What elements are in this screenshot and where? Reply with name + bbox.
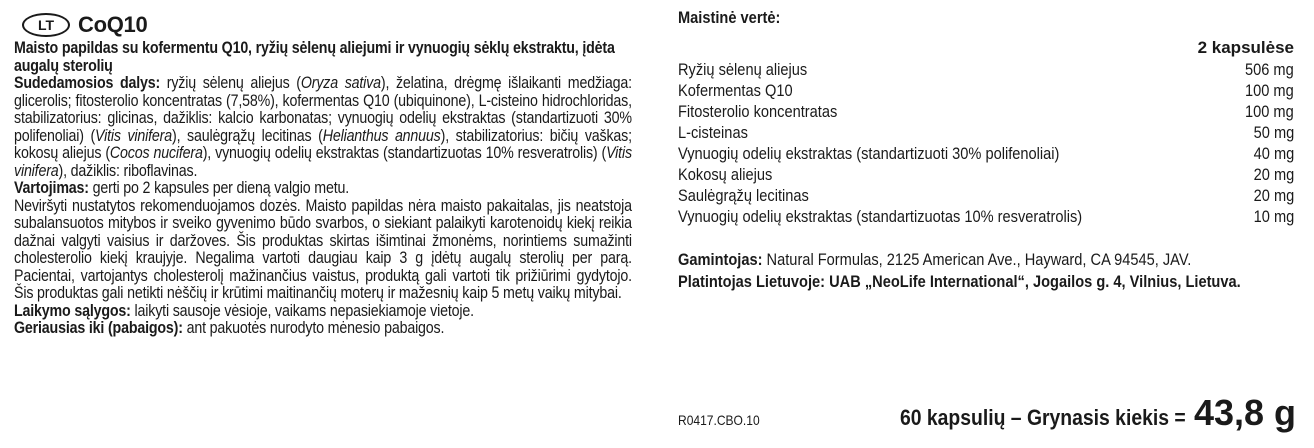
nutrition-row [678, 143, 1294, 164]
nutrition-row [678, 80, 1294, 101]
distributor-line [678, 271, 1241, 293]
best-before-paragraph [14, 320, 632, 338]
nutrient-value: 10 mg [1253, 207, 1294, 226]
nutrient-value: 20 mg [1253, 186, 1294, 205]
nutrition-row [678, 206, 1294, 227]
ingredients-text: ), vynuogių odelių ekstraktas (standartizuotas 10% resveratrolis) ( [202, 144, 607, 162]
ingredients-text: ryžių sėlenų aliejus ( [160, 74, 301, 92]
nutrient-name: Kofermentas Q10 [678, 81, 793, 100]
storage-label: Laikymo sąlygos: [14, 301, 131, 320]
ingredients-latin: Cocos nucifera [109, 144, 203, 162]
product-subtitle: Maisto papildas su kofermentu Q10, ryžių sėlenų aliejumi ir vynuogių sėklų ekstraktu, įdėta augalų sterolių [14, 39, 615, 75]
nutrition-row [678, 164, 1294, 185]
nutrient-value: 40 mg [1253, 144, 1294, 163]
ingredients-text: ), saulėgrąžų lecitinas ( [171, 126, 323, 145]
usage-text: gerti po 2 kapsules per dieną valgio metu. [88, 179, 350, 197]
manufacturer-label: Gamintojas: [678, 250, 763, 269]
nutrition-row [678, 122, 1294, 143]
ingredients-label: Sudedamosios dalys: [14, 74, 161, 92]
nutrient-name: Kokosų aliejus [678, 165, 773, 184]
manufacturer-line [678, 249, 1208, 271]
nutrition-row [678, 59, 1294, 80]
net-quantity [861, 392, 1296, 434]
ingredients-text: ), želatina, drėgmę išlaikanti medžiaga: glicerolis; fitosterolio koncentratas (7,58%), kofermentas Q10 (ubiquinone), L-cisteino hidrochloridas, stabilizatorius: glicinas, dažiklis: kalcio karbonatas; vynuogių odelių ekstraktas (standartizuoti 30% polifenoliai) ( [14, 74, 632, 145]
right-column [678, 8, 1294, 293]
nutrient-value: 100 mg [1245, 81, 1294, 100]
nutrient-name: L-cisteinas [678, 123, 748, 142]
ingredients-latin: Helianthus annuus [322, 126, 441, 145]
nutrient-name: Fitosterolio koncentratas [678, 102, 838, 121]
language-badge: LT [22, 13, 70, 37]
nutrient-name: Ryžių sėlenų aliejus [678, 60, 808, 79]
nutrition-table [678, 59, 1294, 227]
nutrient-name: Vynuogių odelių ekstraktas (standartizuoti 30% polifenoliai) [678, 144, 1060, 163]
storage-text: laikyti sausoje vėsioje, vaikams nepasiekiamoje vietoje. [130, 301, 474, 320]
best-before-label: Geriausias iki (pabaigos): [14, 319, 183, 337]
company-info [678, 249, 1294, 293]
nutrition-column-header: 2 kapsulėse [1197, 38, 1294, 57]
ingredients-text: ), stabilizatorius: bičių vaškas; kokosų aliejus ( [14, 126, 632, 162]
ingredients-latin: Oryza sativa [300, 74, 381, 92]
ingredients-latin: Vitis vinifera [14, 144, 632, 180]
ingredients-paragraph [14, 75, 632, 180]
distributor-text: Platintojas Lietuvoje: UAB „NeoLife International“, Jogailos g. 4, Vilnius, Lietuva. [678, 272, 1241, 291]
nutrient-value: 50 mg [1253, 123, 1294, 142]
product-code: R0417.CBO.10 [678, 412, 760, 428]
ingredients-latin: Vitis vinifera [95, 126, 172, 145]
ingredients-text: ), dažiklis: riboflavinas. [58, 161, 198, 180]
product-title: CoQ10 [78, 12, 148, 37]
product-header [14, 10, 632, 40]
nutrient-value: 20 mg [1253, 165, 1294, 184]
nutrient-name: Saulėgrąžų lecitinas [678, 186, 809, 205]
label-text-block [14, 40, 632, 338]
nutrient-value: 506 mg [1245, 60, 1294, 79]
manufacturer-text: Natural Formulas, 2125 American Ave., Hayward, CA 94545, JAV. [762, 250, 1192, 269]
nutrition-title: Maistinė vertė: [678, 8, 781, 27]
quantity-text: 60 kapsulių – Grynasis kiekis = [900, 405, 1186, 430]
storage-paragraph [14, 303, 632, 321]
nutrient-value: 100 mg [1245, 102, 1294, 121]
nutrient-name: Vynuogių odelių ekstraktas (standartizuotas 10% resveratrolis) [678, 207, 1083, 226]
usage-paragraph [14, 180, 632, 198]
left-column [14, 10, 632, 338]
quantity-value: 43,8 g [1193, 392, 1296, 433]
warning-paragraph: Neviršyti nustatytos rekomenduojamos dozės. Maisto papildas nėra maisto pakaitalas, jis neatstoja subalansuotos mitybos ir sveiko gyvenimo būdo svarbos, o siekiant palaikyti karotenoidų kiekį reikia dažnai valgyti vaisius ir daržoves. Šis produktas skirtas išimtinai žmonėms, norintiems sumažinti cholesterolio kiekį kraujyje. Negalima vartoti daugiau kaip 3 g įdėtų augalų sterolių per parą. Pacientai, vartojantys cholesterolį mažinančius vaistus, produktą gali vartoti tik prižiūrimi gydytojo. Šis produktas gali netikti nėščių ir krūtimi maitinančių moterų ir mažesnių kaip 5 metų vaikų mitybai. [14, 196, 632, 302]
nutrition-row [678, 185, 1294, 206]
usage-label: Vartojimas: [14, 179, 89, 197]
nutrition-row [678, 101, 1294, 122]
best-before-text: ant pakuotės nurodyto mėnesio pabaigos. [182, 319, 445, 337]
